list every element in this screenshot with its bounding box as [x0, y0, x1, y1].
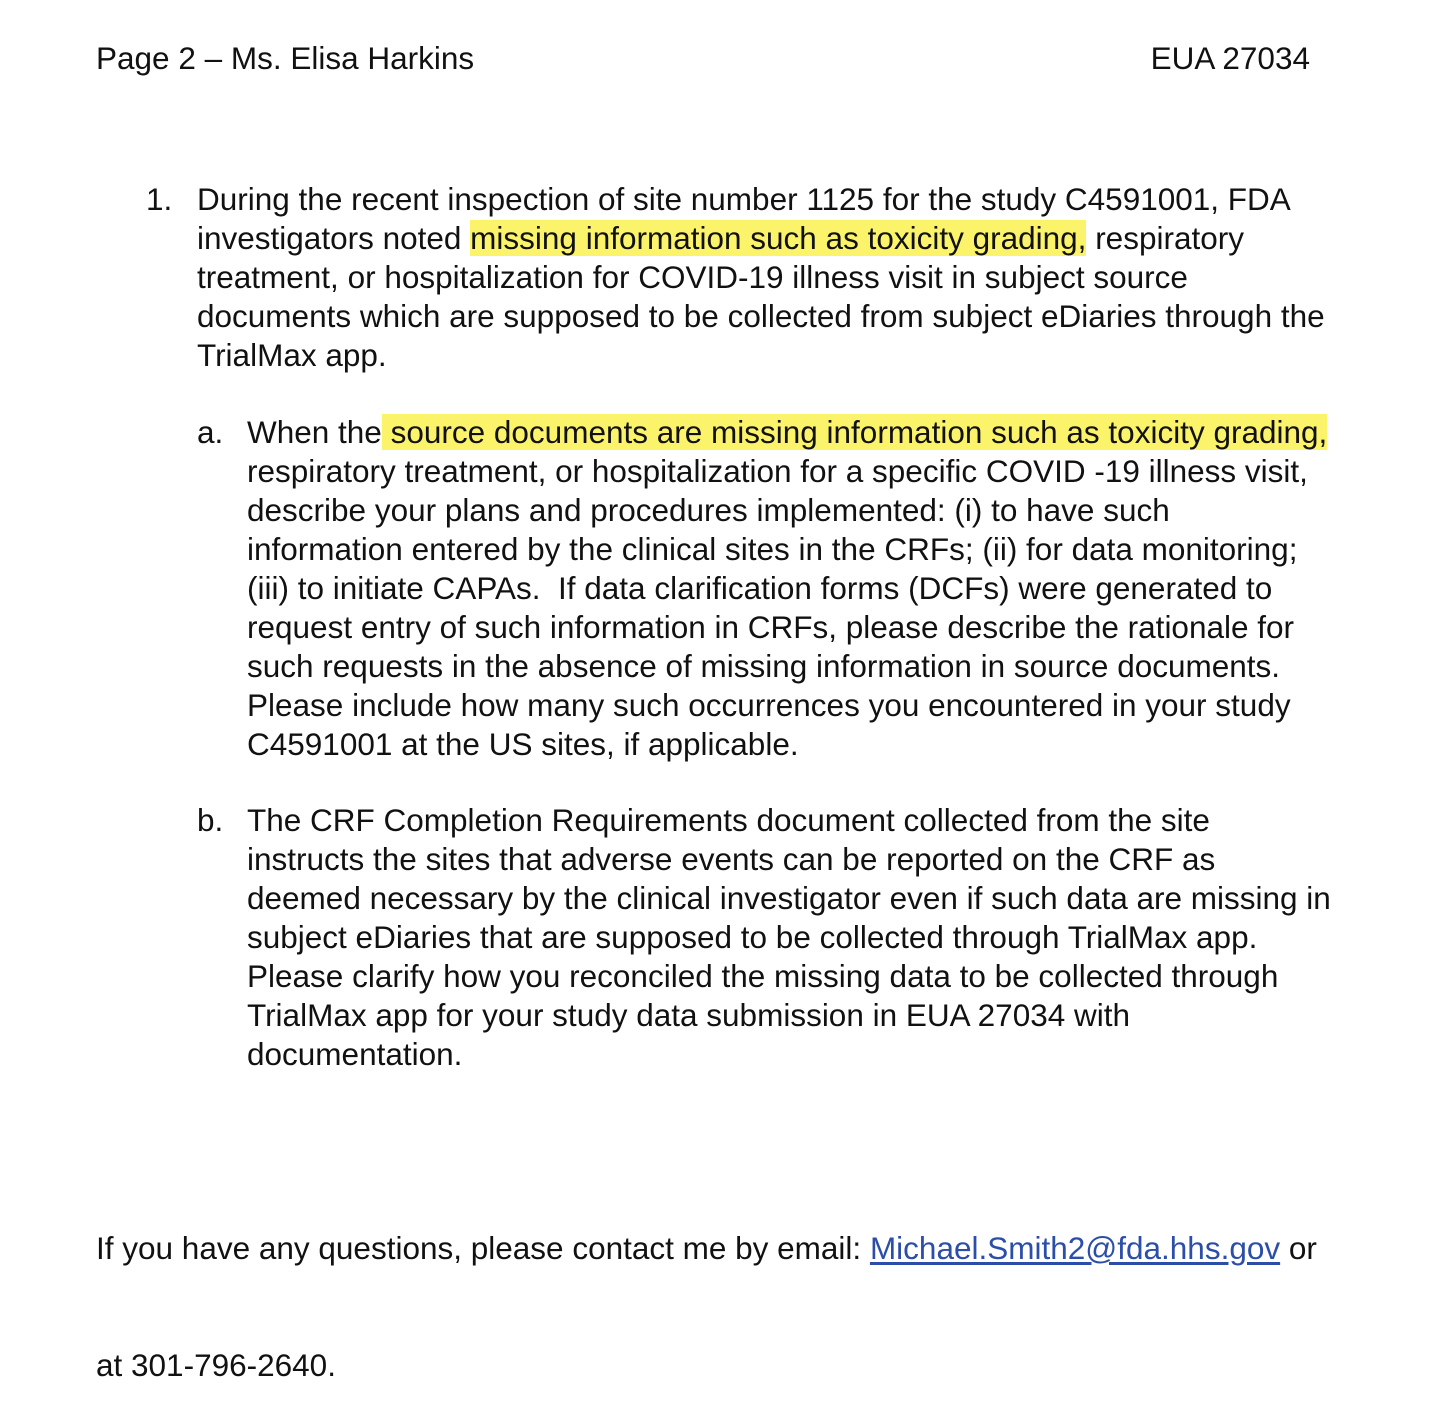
page-header [96, 39, 1310, 79]
contact-suffix: or [1280, 1230, 1317, 1266]
paragraph-line [247, 725, 1327, 764]
item-a-letter: a. [197, 414, 224, 450]
paragraph-line [247, 413, 1327, 452]
line-text: treatment, or hospitalization for COVID-19 illness visit in subject source [197, 259, 1188, 295]
line-text: documentation. [247, 1036, 463, 1072]
line-text: respiratory treatment, or hospitalization for a specific COVID -19 illness visit, [247, 453, 1308, 489]
paragraph-line [247, 957, 1331, 996]
line-text: deemed necessary by the clinical investigator even if such data are missing in [247, 880, 1331, 916]
line-text: investigators noted [197, 220, 471, 256]
line-text: TrialMax app. [197, 337, 387, 373]
paragraph-line [247, 569, 1327, 608]
line-text: documents which are supposed to be collected from subject eDiaries through the [197, 298, 1325, 334]
contact-line-1 [96, 1229, 1317, 1268]
contact-paragraph [96, 1151, 1317, 1424]
item-1-text [197, 180, 1325, 375]
line-text: subject eDiaries that are supposed to be collected through TrialMax app. [247, 919, 1258, 955]
header-eua-number: EUA 27034 [1150, 40, 1310, 76]
line-text: The CRF Completion Requirements document collected from the site [247, 802, 1210, 838]
item-b-letter: b. [197, 802, 224, 838]
paragraph-line [197, 258, 1325, 297]
paragraph-line [197, 180, 1325, 219]
line-text: TrialMax app for your study data submission in EUA 27034 with [247, 997, 1131, 1033]
paragraph-line [247, 608, 1327, 647]
paragraph-line [247, 918, 1331, 957]
contact-line-2: at 301-796-2640. [96, 1347, 336, 1383]
paragraph-line [247, 996, 1331, 1035]
line-text: such requests in the absence of missing information in source documents. [247, 648, 1281, 684]
line-text: (iii) to initiate CAPAs. If data clarification forms (DCFs) were generated to [247, 570, 1273, 606]
item-a-text [247, 413, 1327, 764]
highlighted-text: missing information such as toxicity grading, [470, 220, 1087, 256]
line-text: During the recent inspection of site number 1125 for the study C4591001, FDA [197, 181, 1291, 217]
paragraph-line [247, 840, 1331, 879]
contact-prefix: If you have any questions, please contact me by email: [96, 1230, 870, 1266]
line-text: request entry of such information in CRFs, please describe the rationale for [247, 609, 1295, 645]
line-text: instructs the sites that adverse events can be reported on the CRF as [247, 841, 1216, 877]
paragraph-line [247, 491, 1327, 530]
paragraph-line [247, 452, 1327, 491]
paragraph-line [197, 297, 1325, 336]
paragraph-line [247, 801, 1331, 840]
paragraph-line [247, 647, 1327, 686]
line-text: information entered by the clinical sites in the CRFs; (ii) for data monitoring; [247, 531, 1298, 567]
paragraph-line [247, 530, 1327, 569]
paragraph-line [247, 1035, 1331, 1074]
paragraph-line [247, 879, 1331, 918]
line-text: C4591001 at the US sites, if applicable. [247, 726, 799, 762]
header-page-recipient: Page 2 – Ms. Elisa Harkins [96, 40, 475, 76]
paragraph-line [247, 686, 1327, 725]
line-text: describe your plans and procedures implemented: (i) to have such [247, 492, 1170, 528]
item-1-number: 1. [146, 181, 173, 217]
line-text: Please clarify how you reconciled the missing data to be collected through [247, 958, 1279, 994]
highlighted-text: source documents are missing information such as toxicity grading, [381, 414, 1328, 450]
item-b-text [247, 801, 1331, 1074]
email-link[interactable]: Michael.Smith2@fda.hhs.gov [869, 1230, 1281, 1266]
line-text: Please include how many such occurrences you encountered in your study [247, 687, 1291, 723]
line-text: respiratory [1086, 220, 1244, 256]
paragraph-line [197, 336, 1325, 375]
line-text: When the [247, 414, 382, 450]
paragraph-line [197, 219, 1325, 258]
